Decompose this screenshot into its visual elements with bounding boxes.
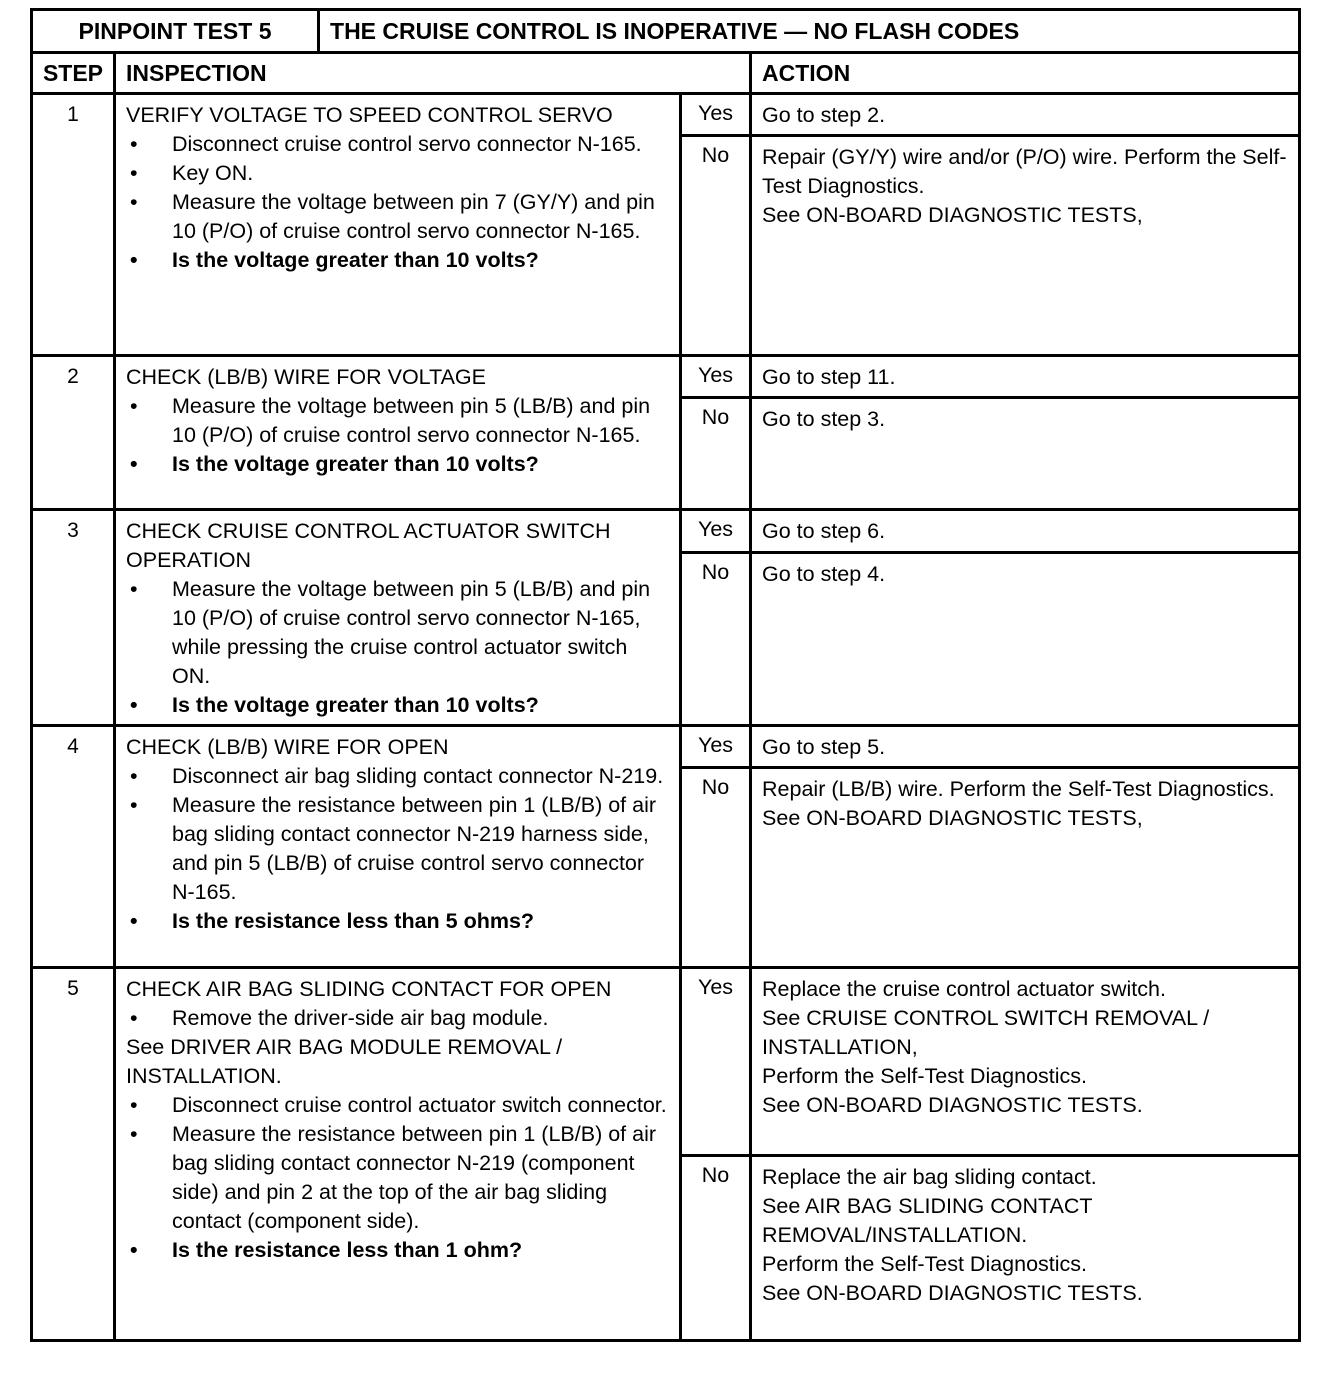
step-5-title: CHECK AIR BAG SLIDING CONTACT FOR OPEN bbox=[126, 977, 612, 1001]
step-5-bullets-b bbox=[126, 1091, 671, 1265]
step-1-inspection bbox=[115, 94, 681, 356]
step-1-bullets bbox=[126, 130, 671, 275]
step-4-inspection bbox=[115, 726, 681, 968]
step-4-title: CHECK (LB/B) WIRE FOR OPEN bbox=[126, 735, 449, 759]
step-1-bullet-3: • Measure the voltage between pin 7 (GY/Y) and pin 10 (P/O) of cruise control servo connector N-165. bbox=[126, 188, 671, 246]
step-5-bullets-a bbox=[126, 1004, 671, 1033]
step-4-question: • Is the resistance less than 5 ohms? bbox=[126, 907, 671, 936]
step-3-question: • Is the voltage greater than 10 volts? bbox=[126, 691, 671, 720]
step-column-header: STEP bbox=[32, 53, 115, 94]
step-3-no-action-line-1: Go to step 4. bbox=[762, 561, 886, 586]
step-4-bullets bbox=[126, 762, 671, 936]
test-header-row bbox=[32, 10, 1300, 53]
step-3-yes-action bbox=[751, 510, 1300, 553]
step-3-yes-row bbox=[32, 510, 1300, 553]
step-5-see-reference: See DRIVER AIR BAG MODULE REMOVAL / INSTALLATION. bbox=[126, 1035, 563, 1088]
step-5-no-action-line-2: See AIR BAG SLIDING CONTACT REMOVAL/INSTALLATION. bbox=[762, 1194, 1093, 1247]
step-5-inspection bbox=[115, 968, 681, 1341]
step-1-number: 1 bbox=[32, 94, 115, 356]
step-2-yes-row bbox=[32, 356, 1300, 398]
step-4-number: 4 bbox=[32, 726, 115, 968]
step-4-yes-row bbox=[32, 726, 1300, 768]
step-3-title: CHECK CRUISE CONTROL ACTUATOR SWITCH OPERATION bbox=[126, 519, 611, 572]
step-4-yes-action bbox=[751, 726, 1300, 768]
step-1-yes-action bbox=[751, 94, 1300, 136]
test-id: PINPOINT TEST 5 bbox=[32, 10, 319, 53]
step-4-bullet-2: • Measure the resistance between pin 1 (LB/B) of air bag sliding contact connector N-219 harness side, and pin 5 (LB/B) of cruise control servo connector N-165. bbox=[126, 791, 671, 907]
step-5-question: • Is the resistance less than 1 ohm? bbox=[126, 1236, 671, 1265]
step-2-yes-action bbox=[751, 356, 1300, 398]
inspection-column-header: INSPECTION bbox=[115, 53, 751, 94]
step-5-number: 5 bbox=[32, 968, 115, 1341]
step-2-yes-action-line-1: Go to step 11. bbox=[762, 365, 896, 389]
step-3-bullets bbox=[126, 575, 671, 720]
pinpoint-test-table bbox=[30, 8, 1301, 1342]
step-1-no-action-line-1: Repair (GY/Y) wire and/or (P/O) wire. Perform the Self-Test Diagnostics. bbox=[762, 145, 1287, 198]
step-1-yes-row bbox=[32, 94, 1300, 136]
step-5-bullet-1: • Disconnect cruise control actuator switch connector. bbox=[126, 1091, 671, 1120]
step-1-yes-action-line-1: Go to step 2. bbox=[762, 103, 886, 127]
step-3-no-label: No bbox=[681, 552, 751, 725]
step-3-number: 3 bbox=[32, 510, 115, 726]
step-3-inspection bbox=[115, 510, 681, 726]
step-4-no-action-line-2: See ON-BOARD DIAGNOSTIC TESTS, bbox=[762, 806, 1143, 830]
step-5-no-action bbox=[751, 1156, 1300, 1341]
step-5-bullet-2: • Measure the resistance between pin 1 (LB/B) of air bag sliding contact connector N-219 (component side) and pin 2 at the top of the air bag sliding contact (component side). bbox=[126, 1120, 671, 1236]
step-1-no-label: No bbox=[681, 136, 751, 356]
step-5-no-action-line-1: Replace the air bag sliding contact. bbox=[762, 1165, 1097, 1189]
step-2-no-action bbox=[751, 398, 1300, 510]
step-5-yes-action-line-2: See CRUISE CONTROL SWITCH REMOVAL / INSTALLATION, bbox=[762, 1006, 1210, 1059]
step-1-bullet-2: • Key ON. bbox=[126, 159, 671, 188]
column-header-row bbox=[32, 53, 1300, 94]
step-5-yes-action-line-1: Replace the cruise control actuator switch. bbox=[762, 977, 1166, 1001]
step-1-title: VERIFY VOLTAGE TO SPEED CONTROL SERVO bbox=[126, 103, 613, 127]
step-4-no-action-line-1: Repair (LB/B) wire. Perform the Self-Test Diagnostics. bbox=[762, 777, 1275, 801]
step-1-yes-label: Yes bbox=[681, 94, 751, 136]
step-5-no-action-line-3: Perform the Self-Test Diagnostics. bbox=[762, 1252, 1088, 1276]
step-5-bullet-remove: • Remove the driver-side air bag module. bbox=[126, 1004, 671, 1033]
step-2-number: 2 bbox=[32, 356, 115, 510]
test-title: THE CRUISE CONTROL IS INOPERATIVE — NO FLASH CODES bbox=[319, 10, 1300, 53]
step-4-no-action bbox=[751, 768, 1300, 968]
step-1-no-action-line-2: See ON-BOARD DIAGNOSTIC TESTS, bbox=[762, 203, 1143, 227]
step-3-no-action bbox=[751, 552, 1300, 725]
step-4-bullet-1: • Disconnect air bag sliding contact connector N-219. bbox=[126, 762, 671, 791]
step-2-question: • Is the voltage greater than 10 volts? bbox=[126, 450, 671, 479]
step-2-inspection bbox=[115, 356, 681, 510]
step-2-yes-label: Yes bbox=[681, 356, 751, 398]
step-4-no-label: No bbox=[681, 768, 751, 968]
step-2-no-action-line-1: Go to step 3. bbox=[762, 407, 886, 431]
pinpoint-test-document bbox=[30, 8, 1298, 1342]
action-column-header: ACTION bbox=[751, 53, 1300, 94]
step-5-yes-label: Yes bbox=[681, 968, 751, 1156]
step-2-no-label: No bbox=[681, 398, 751, 510]
step-5-yes-action-line-3: Perform the Self-Test Diagnostics. bbox=[762, 1064, 1088, 1088]
step-2-bullet-1: • Measure the voltage between pin 5 (LB/B) and pin 10 (P/O) of cruise control servo connector N-165. bbox=[126, 392, 671, 450]
step-3-yes-action-line-1: Go to step 6. bbox=[762, 519, 886, 543]
step-1-bullet-1: • Disconnect cruise control servo connector N-165. bbox=[126, 130, 671, 159]
step-1-no-action bbox=[751, 136, 1300, 356]
step-4-yes-label: Yes bbox=[681, 726, 751, 768]
step-3-bullet-1: • Measure the voltage between pin 5 (LB/B) and pin 10 (P/O) of cruise control servo connector N-165, while pressing the cruise control actuator switch ON. bbox=[126, 575, 671, 691]
step-5-yes-row bbox=[32, 968, 1300, 1156]
step-5-no-action-line-4: See ON-BOARD DIAGNOSTIC TESTS. bbox=[762, 1281, 1143, 1305]
step-5-no-label: No bbox=[681, 1156, 751, 1341]
step-2-bullets bbox=[126, 392, 671, 479]
step-2-title: CHECK (LB/B) WIRE FOR VOLTAGE bbox=[126, 365, 486, 389]
step-3-yes-label: Yes bbox=[681, 510, 751, 553]
step-4-yes-action-line-1: Go to step 5. bbox=[762, 735, 886, 759]
step-1-question: • Is the voltage greater than 10 volts? bbox=[126, 246, 671, 275]
step-5-yes-action-line-4: See ON-BOARD DIAGNOSTIC TESTS. bbox=[762, 1093, 1143, 1117]
step-5-yes-action bbox=[751, 968, 1300, 1156]
